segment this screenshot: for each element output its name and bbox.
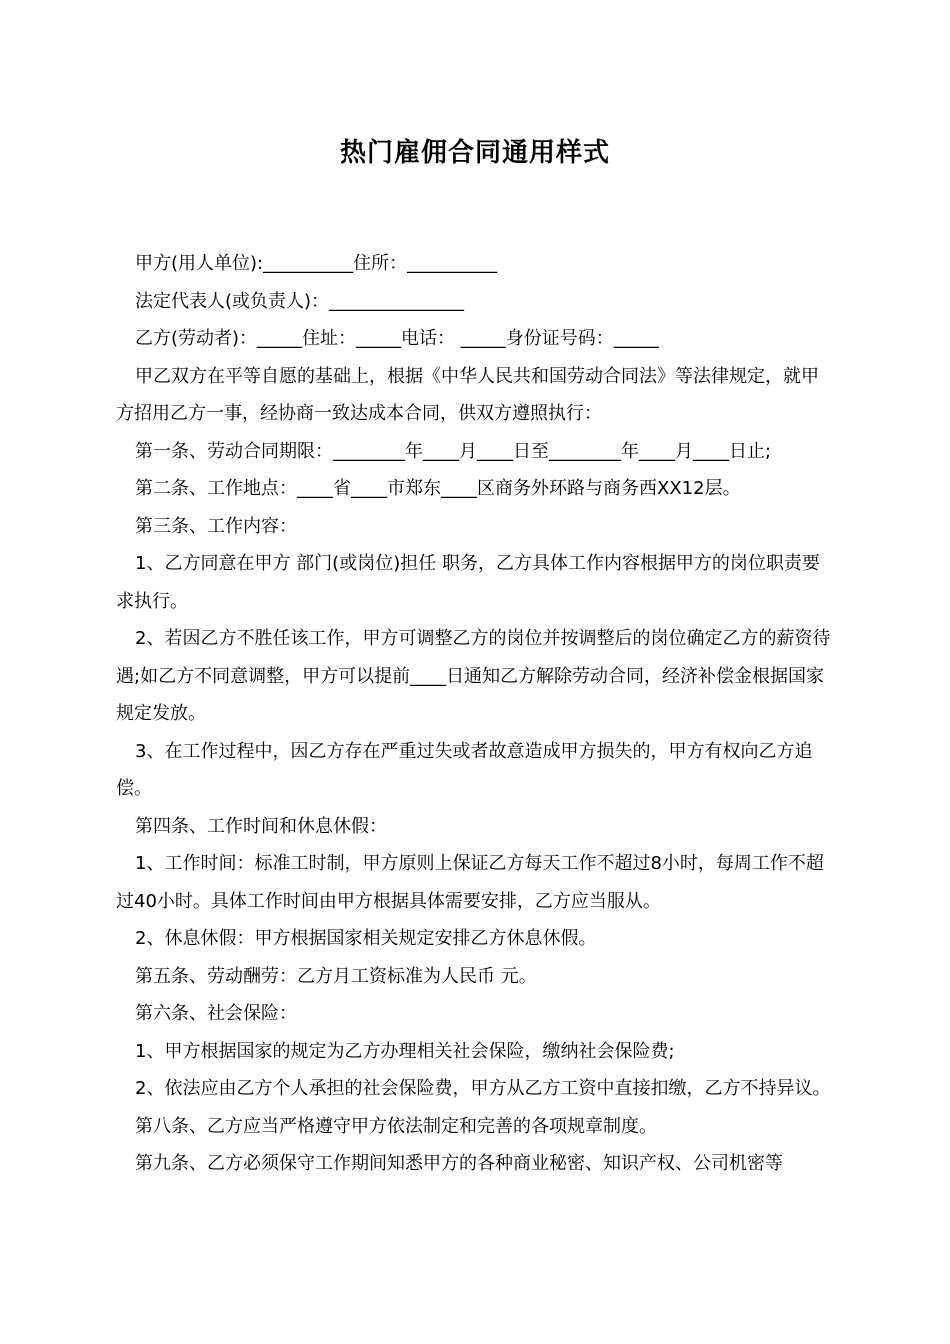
article-9-confidentiality: 第九条、乙方必须保守工作期间知悉甲方的各种商业秘密、知识产权、公司机密等 (135, 1153, 783, 1174)
article-6-item-1: 1、甲方根据国家的规定为乙方办理相关社会保险，缴纳社会保险费; (135, 1040, 675, 1062)
party-b-line: 乙方(劳动者)：_____住址：_____电话： _____身份证号码：_____ (135, 328, 659, 349)
article-6-item-2: 2、依法应由乙方个人承担的社会保险费，甲方从乙方工资中直接扣缴，乙方不持异议。 (135, 1078, 831, 1099)
article-5-remuneration: 第五条、劳动酬劳：乙方月工资标准为人民币 元。 (135, 965, 537, 987)
preamble-paragraph: 甲乙双方在平等自愿的基础上，根据《中华人民共和国劳动合同法》等法律规定，就甲方招用乙方一事，经协商一致达成本合同，供双方遵照执行： (116, 365, 819, 424)
document-title: 热门雇佣合同通用样式 (339, 138, 610, 168)
legal-representative-line: 法定代表人(或负责人)：_______________ (135, 290, 465, 312)
party-a-line: 甲方(用人单位):__________住所：__________ (135, 253, 498, 274)
article-3-heading: 第三条、工作内容： (135, 515, 297, 537)
article-3-item-2: 2、若因乙方不胜任该工作，甲方可调整乙方的岗位并按调整后的岗位确定乙方的薪资待遇;如乙方不同意调整，甲方可以提前____日通知乙方解除劳动合同，经济补偿金根据国家规定发放。 (116, 628, 831, 724)
article-6-heading: 第六条、社会保险： (135, 1003, 297, 1024)
document-body (116, 245, 836, 1183)
article-4-heading: 第四条、工作时间和休息休假： (135, 815, 387, 837)
article-8-rules: 第八条、乙方应当严格遵守甲方依法制定和完善的各项规章制度。 (135, 1115, 657, 1137)
article-3-item-1: 1、乙方同意在甲方 部门(或岗位)担任 职务，乙方具体工作内容根据甲方的岗位职责要求执行。 (116, 553, 820, 612)
article-4-item-1: 1、工作时间：标准工时制，甲方原则上保证乙方每天工作不超过8小时，每周工作不超过40小时。具体工作时间由甲方根据具体需要安排，乙方应当服从。 (116, 853, 824, 912)
article-2-work-location: 第二条、工作地点：____省____市郑东____区商务外环路与商务西XX12层。 (135, 478, 741, 499)
article-4-item-2: 2、休息休假：甲方根据国家相关规定安排乙方休息休假。 (135, 928, 597, 949)
article-1-contract-term: 第一条、劳动合同期限：________年____月____日至________年____月____日止; (135, 440, 772, 462)
article-3-item-3: 3、在工作过程中，因乙方存在严重过失或者故意造成甲方损失的，甲方有权向乙方追偿。 (116, 740, 813, 799)
